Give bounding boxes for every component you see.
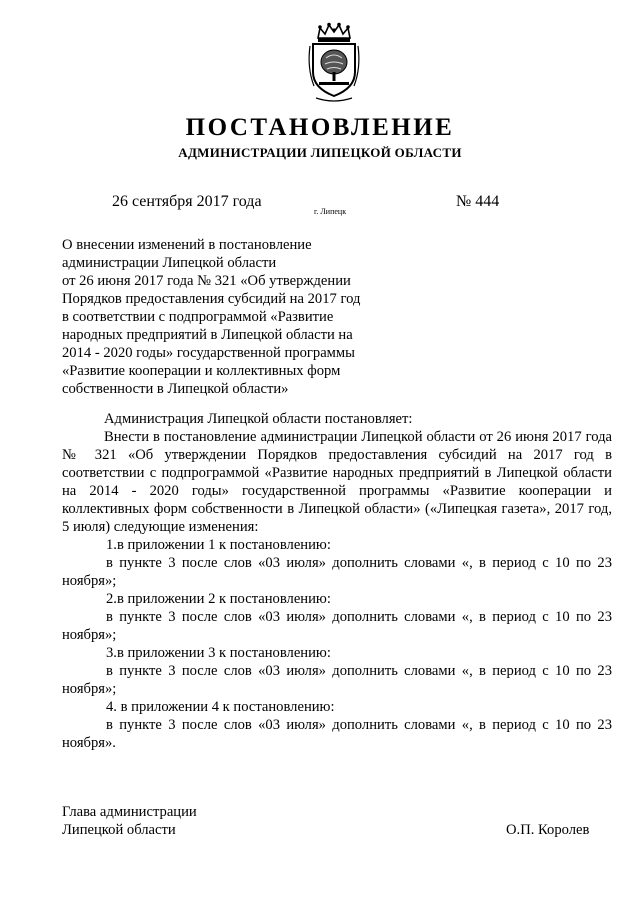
body-intro: Администрация Липецкой области постановляет:	[104, 411, 413, 427]
amendment-heading: 2.в приложении 2 к постановлению:	[106, 591, 331, 607]
subject-line: собственности в Липецкой области»	[62, 381, 289, 397]
body-main-paragraph: Внести в постановление администрации Липецкой области от 26 июня 2017 года № 321 «Об утверждении Порядков предоставления субсидий на 2017 год в соответствии с подпрограммой «Развитие народных предприятий в Липецкой области на 2014 - 2020 годы» государственной программы «Развитие кооперации и коллективных форм собственности в Липецкой области» («Липецкая газета», 2017 год, 5 июля) следующие изменения:	[62, 429, 612, 535]
signatory-position-line: Липецкой области	[62, 822, 176, 838]
signatory-position	[62, 803, 197, 839]
amendment-heading: 3.в приложении 3 к постановлению:	[106, 645, 331, 661]
subject-line: «Развитие кооперации и коллективных форм	[62, 363, 341, 379]
amendment-text: в пункте 3 после слов «03 июля» дополнить словами «, в период с 10 по 23 ноября».	[62, 717, 612, 751]
document-city: г. Липецк	[314, 207, 347, 216]
document-number: № 444	[456, 193, 500, 210]
subject-line: Порядков предоставления субсидий на 2017 год	[62, 291, 361, 307]
signatory-name: О.П. Королев	[506, 822, 590, 838]
document-date: 26 сентября 2017 года	[112, 193, 262, 210]
amendment-text: в пункте 3 после слов «03 июля» дополнить словами «, в период с 10 по 23 ноября»;	[62, 609, 612, 643]
signatory-position-line: Глава администрации	[62, 804, 197, 820]
document-title: ПОСТАНОВЛЕНИЕ	[185, 114, 455, 141]
amendment-text: в пункте 3 после слов «03 июля» дополнить словами «, в период с 10 по 23 ноября»;	[62, 555, 612, 589]
amendment-heading: 4. в приложении 4 к постановлению:	[106, 699, 335, 715]
subject-line: в соответствии с подпрограммой «Развитие	[62, 309, 334, 325]
document-body	[62, 410, 612, 752]
subject-line: народных предприятий в Липецкой области на	[62, 327, 353, 343]
amendment-heading: 1.в приложении 1 к постановлению:	[106, 537, 331, 553]
document-subtitle: АДМИНИСТРАЦИИ ЛИПЕЦКОЙ ОБЛАСТИ	[178, 145, 462, 160]
subject-line: от 26 июня 2017 года № 321 «Об утверждении	[62, 273, 351, 289]
document-subject	[62, 236, 392, 398]
amendment-text: в пункте 3 после слов «03 июля» дополнить словами «, в период с 10 по 23 ноября»;	[62, 663, 612, 697]
subject-line: 2014 - 2020 годы» государственной программы	[62, 345, 355, 361]
subject-line: администрации Липецкой области	[62, 255, 277, 271]
subject-line: О внесении изменений в постановление	[62, 237, 312, 253]
coat-of-arms-icon	[306, 22, 362, 104]
